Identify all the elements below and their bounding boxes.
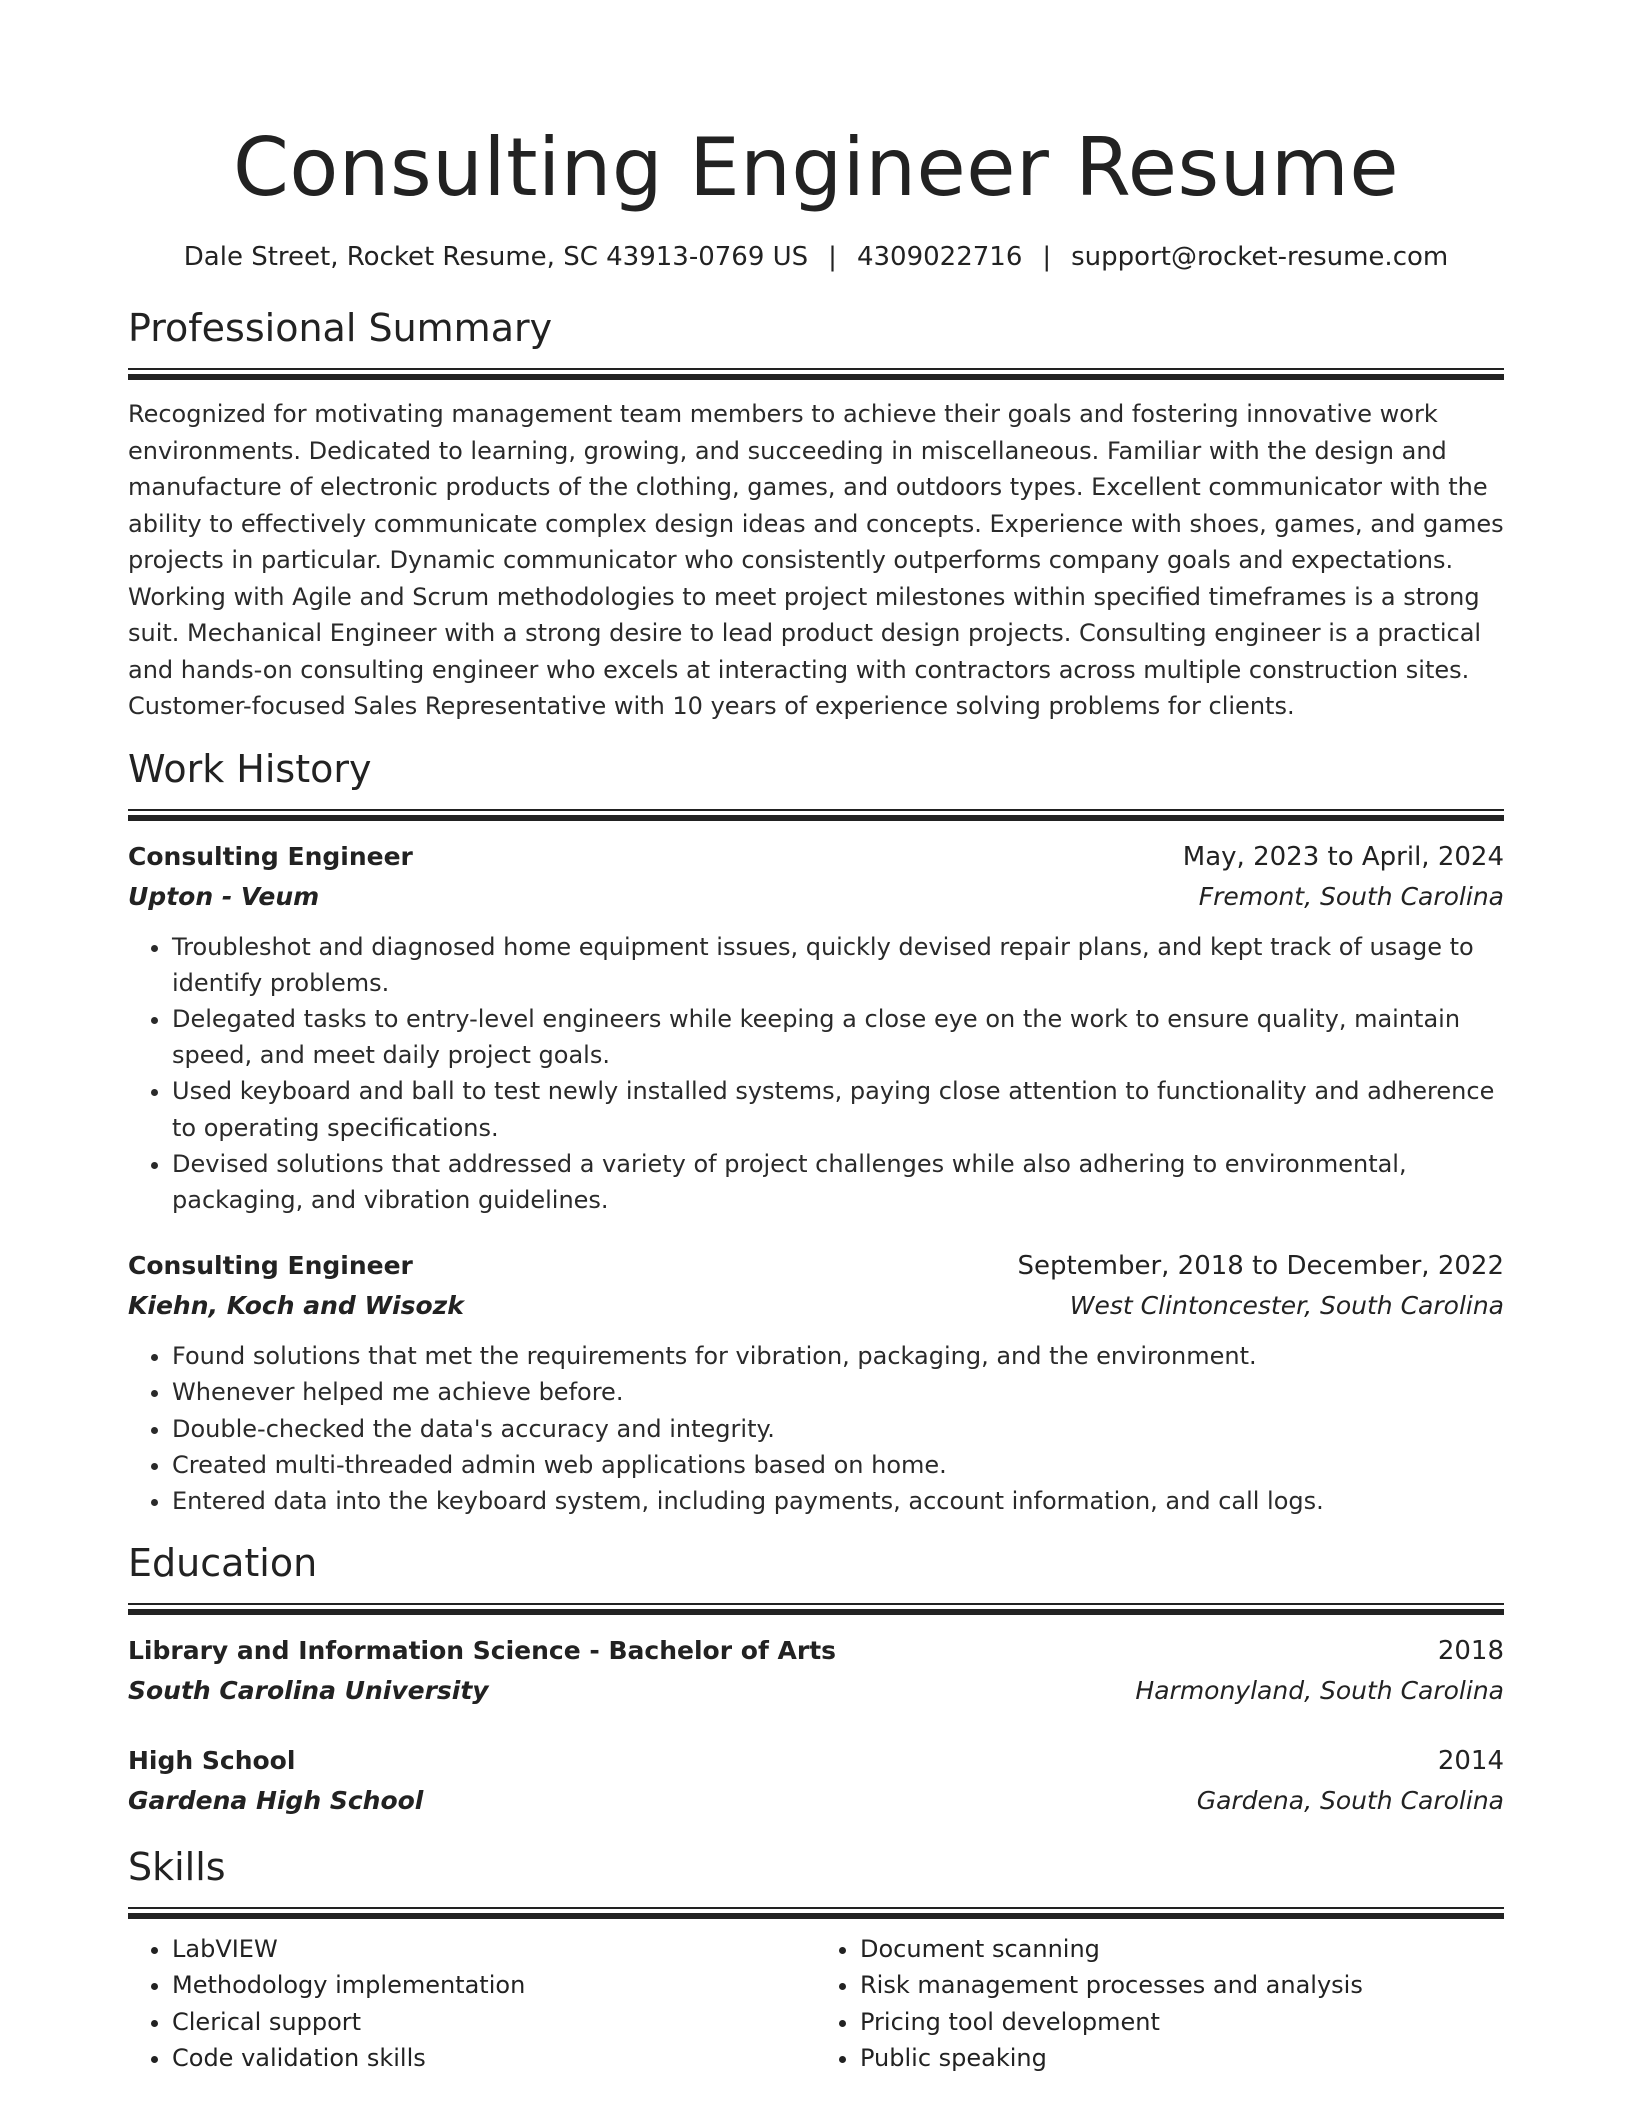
job-title: Consulting Engineer (128, 1251, 413, 1281)
work-history-section (128, 745, 1504, 1520)
job-bullets (128, 929, 1504, 1219)
education-degree: High School (128, 1746, 296, 1776)
education-header-row (128, 1631, 1504, 1671)
job-bullet: • Used keyboard and ball to test newly installed systems, paying close attention to functionality and adherence to operating specifications. (172, 1073, 1504, 1145)
education-school: South Carolina University (128, 1676, 489, 1706)
education-school-row (128, 1781, 1504, 1821)
skill-item: • Methodology implementation (172, 1967, 816, 2003)
education-section (128, 1539, 1504, 1821)
summary-text: Recognized for motivating management team members to achieve their goals and fostering innovative work environments. Dedicated to learning, growing, and succeeding in miscellaneous. Familiar with the design and manufacture of electronic products of the clothing, games, and outdoors types. Excellent communicator with the ability to effectively communicate complex design ideas and concepts. Experience with shoes, games, and games projects in particular. Dynamic communicator who consistently outperforms company goals and expectations. Working with Agile and Scrum methodologies to meet project milestones within specified timeframes is a strong suit. Mechanical Engineer with a strong desire to lead product design projects. Consulting engineer is a practical and hands-on consulting engineer who excels at interacting with contractors across multiple construction sites. Customer-focused Sales Representative with 10 years of experience solving problems for clients. (128, 400, 1504, 720)
job-title: Consulting Engineer (128, 841, 413, 871)
job-dates: September, 2018 to December, 2022 (1017, 1251, 1504, 1282)
job-location: West Clintoncester, South Carolina (1069, 1291, 1504, 1321)
education-entry (128, 1741, 1504, 1821)
contact-phone: 4309022716 (856, 242, 1023, 272)
education-degree: Library and Information Science - Bachelor of Arts (128, 1636, 837, 1666)
summary-heading: Professional Summary (128, 306, 553, 350)
summary-section (128, 304, 1504, 725)
job-bullet: • Devised solutions that addressed a variety of project challenges while also adhering to environmental, packaging, and vibration guidelines. (172, 1146, 1504, 1218)
job-bullet: • Troubleshot and diagnosed home equipment issues, quickly devised repair plans, and kept track of usage to identify problems. (172, 929, 1504, 1001)
work-history-heading: Work History (128, 746, 372, 791)
resume-title: Consulting Engineer Resume (232, 121, 1400, 214)
skill-item: • Pricing tool development (860, 2004, 1504, 2040)
education-location: Harmonyland, South Carolina (1135, 1676, 1504, 1706)
education-header-row (128, 1741, 1504, 1781)
skill-item: • Clerical support (172, 2004, 816, 2040)
job-bullet: • Found solutions that met the requirements for vibration, packaging, and the environment. (172, 1338, 1504, 1374)
job-bullet: • Entered data into the keyboard system, including payments, account information, and call logs. (172, 1483, 1504, 1519)
contact-email: support@rocket-resume.com (1071, 242, 1449, 272)
contact-separator: | (828, 242, 837, 272)
education-location: Gardena, South Carolina (1196, 1786, 1504, 1816)
section-divider (128, 1907, 1504, 1919)
contact-separator: | (1042, 242, 1052, 272)
section-divider (128, 809, 1504, 821)
section-divider (128, 1603, 1504, 1615)
skill-item: • LabVIEW (172, 1931, 816, 1967)
education-heading: Education (128, 1541, 318, 1586)
skill-item: • Code validation skills (172, 2040, 816, 2076)
skills-columns (128, 1931, 1504, 2076)
education-year: 2018 (1437, 1636, 1504, 1667)
education-entry (128, 1631, 1504, 1711)
job-bullets (128, 1338, 1504, 1519)
skill-item: • Document scanning (860, 1931, 1504, 1967)
job-bullet: • Whenever helped me achieve before. (172, 1374, 1504, 1410)
job-entry (128, 837, 1504, 1219)
skills-heading: Skills (128, 1845, 226, 1890)
contact-address: Dale Street, Rocket Resume, SC 43913-0769 US (183, 242, 809, 272)
education-school: Gardena High School (128, 1786, 424, 1816)
job-company-row (128, 877, 1504, 917)
job-company: Upton - Veum (128, 881, 320, 911)
job-bullet: • Delegated tasks to entry-level engineers while keeping a close eye on the work to ensure quality, maintain speed, and meet daily project goals. (172, 1001, 1504, 1073)
education-school-row (128, 1671, 1504, 1711)
skill-item: • Public speaking (860, 2040, 1504, 2076)
education-year: 2014 (1437, 1746, 1504, 1777)
skills-section (128, 1843, 1504, 2076)
section-divider (128, 368, 1504, 380)
skill-item: • Risk management processes and analysis (860, 1967, 1504, 2003)
skills-list-right (816, 1931, 1504, 2076)
job-bullet: • Created multi-threaded admin web applications based on home. (172, 1447, 1504, 1483)
job-company: Kiehn, Koch and Wisozk (128, 1291, 464, 1321)
job-company-row (128, 1286, 1504, 1326)
job-header-row (128, 1246, 1504, 1286)
job-header-row (128, 837, 1504, 877)
job-dates: May, 2023 to April, 2024 (1182, 841, 1504, 872)
job-entry (128, 1246, 1504, 1519)
job-bullet: • Double-checked the data's accuracy and integrity. (172, 1411, 1504, 1447)
job-location: Fremont, South Carolina (1198, 881, 1504, 911)
contact-line (128, 240, 1504, 274)
skills-list-left (128, 1931, 816, 2076)
